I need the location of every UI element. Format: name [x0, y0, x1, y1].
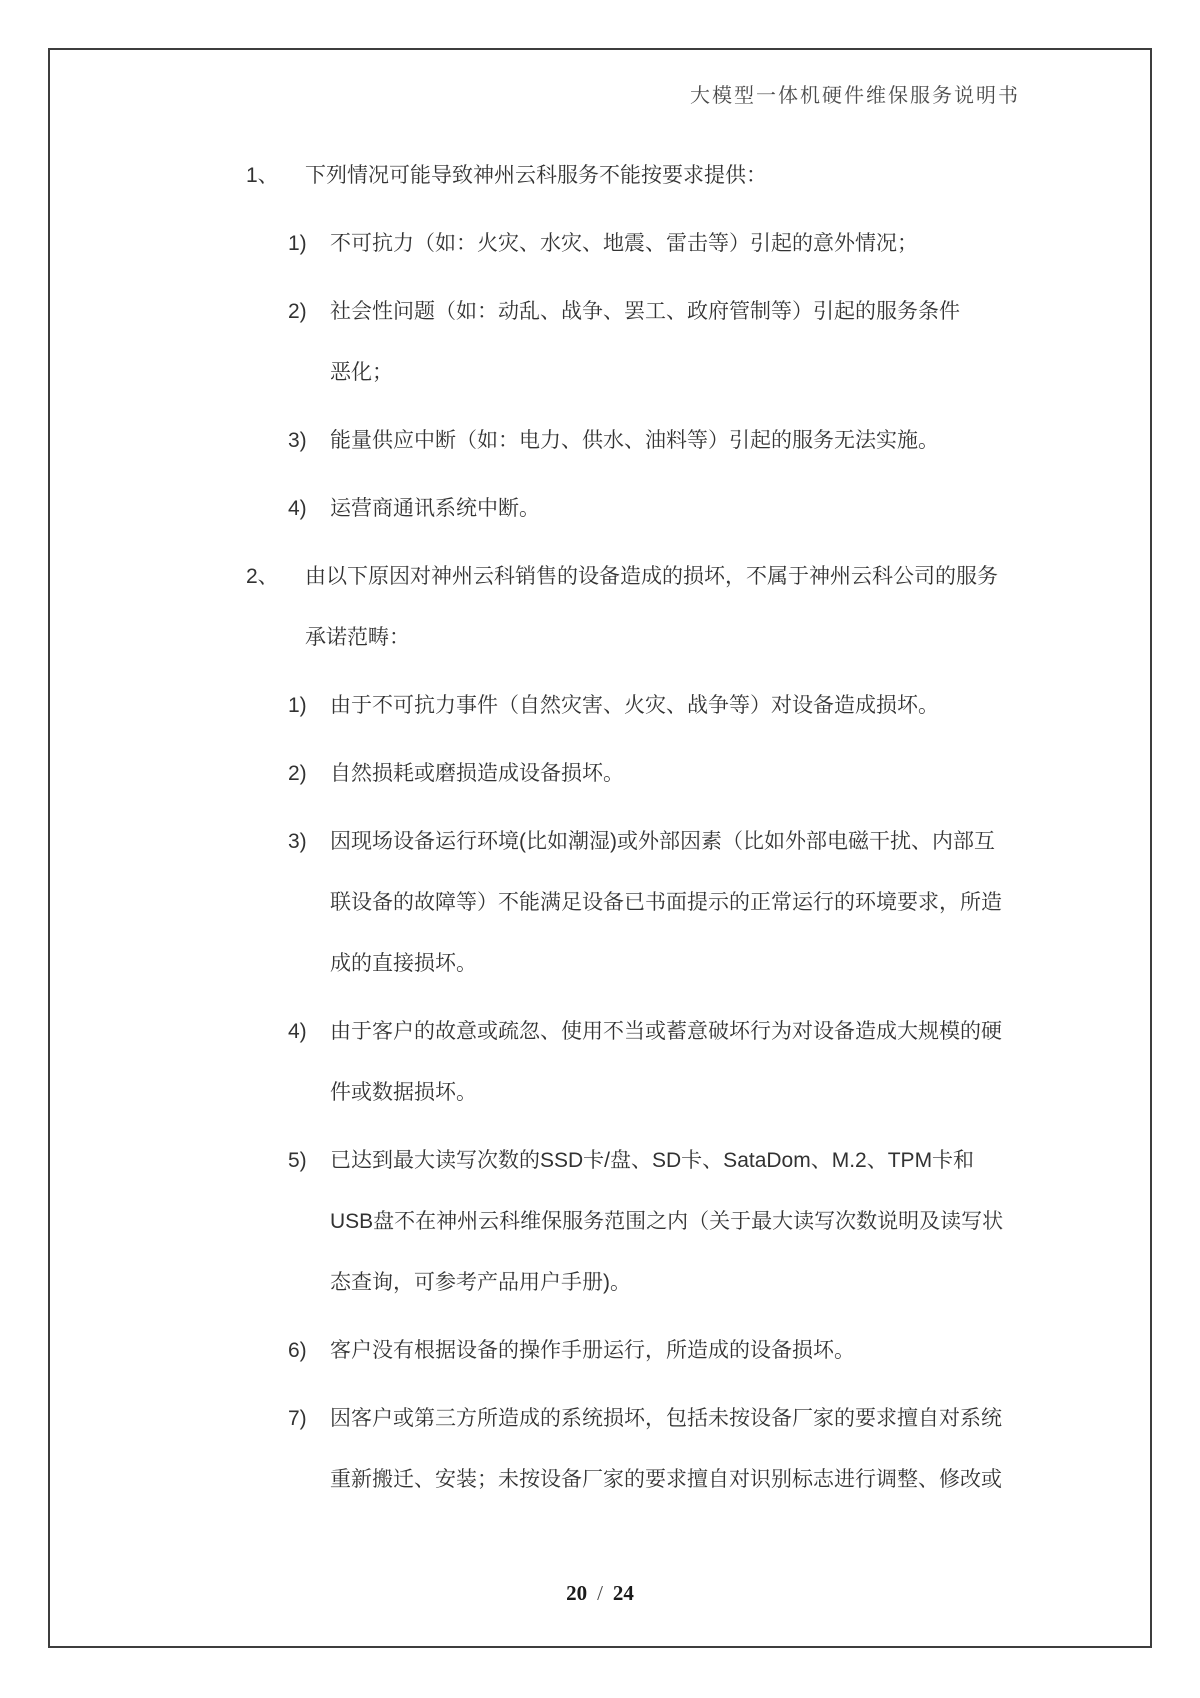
list-item [288, 410, 1036, 471]
list-item-marker: 2、 [246, 565, 279, 588]
list-item [288, 1388, 1036, 1510]
list-item [288, 675, 1036, 736]
list-item [288, 811, 1036, 994]
list-item-line: 由于不可抗力事件（自然灾害、火灾、战争等）对设备造成损坏。 [330, 694, 939, 717]
list-item-marker: 2) [288, 762, 307, 785]
list-item-line: 恶化； [330, 361, 393, 384]
list-item-marker: 1、 [246, 164, 279, 187]
list-item [246, 546, 1036, 668]
list-item-lines [330, 1001, 1036, 1123]
list-item-line: 因客户或第三方所造成的系统损坏，包括未按设备厂家的要求擅自对系统 [330, 1407, 1002, 1430]
list-item-line: 社会性问题（如：动乱、战争、罢工、政府管制等）引起的服务条件 [330, 300, 960, 323]
list-item [288, 281, 1036, 403]
list-item-lines [330, 743, 1036, 804]
page-number-separator: / [597, 1581, 603, 1605]
list-item [288, 478, 1036, 539]
page-number-current: 20 [566, 1581, 588, 1605]
list-item-marker: 4) [288, 497, 307, 520]
list-item-line: 能量供应中断（如：电力、供水、油料等）引起的服务无法实施。 [330, 429, 939, 452]
list-item-marker: 7) [288, 1407, 307, 1430]
list-item-lines [305, 546, 1036, 668]
list-item [288, 1320, 1036, 1381]
list-item-marker: 4) [288, 1020, 307, 1043]
list-item [246, 145, 1036, 206]
list-item-line: 客户没有根据设备的操作手册运行，所造成的设备损坏。 [330, 1339, 855, 1362]
list-item-line: 因现场设备运行环境(比如潮湿)或外部因素（比如外部电磁干扰、内部互 [330, 830, 995, 853]
list-item [288, 743, 1036, 804]
list-item-lines [330, 478, 1036, 539]
list-item-marker: 6) [288, 1339, 307, 1362]
list-item-marker: 2) [288, 300, 307, 323]
list-item-marker: 3) [288, 429, 307, 452]
list-item-line: 下列情况可能导致神州云科服务不能按要求提供： [305, 164, 767, 187]
list-item-line: USB盘不在神州云科维保服务范围之内（关于最大读写次数说明及读写状 [330, 1210, 1004, 1233]
page-number-total: 24 [612, 1581, 634, 1605]
document-body [246, 145, 1036, 1517]
list-item-marker: 5) [288, 1149, 307, 1172]
list-item-lines [305, 145, 1036, 206]
list-item [288, 1130, 1036, 1313]
list-item-lines [330, 281, 1036, 403]
list-item-marker: 1) [288, 232, 307, 255]
list-item-line: 联设备的故障等）不能满足设备已书面提示的正常运行的环境要求，所造 [330, 891, 1002, 914]
list-item-line: 自然损耗或磨损造成设备损坏。 [330, 762, 624, 785]
page-footer [0, 1577, 1200, 1609]
list-item-line: 承诺范畴： [305, 626, 410, 649]
list-item-marker: 3) [288, 830, 307, 853]
list-item-line: 态查询，可参考产品用户手册)。 [330, 1271, 631, 1294]
list-item-lines [330, 1388, 1036, 1510]
list-item-line: 运营商通讯系统中断。 [330, 497, 540, 520]
list-item-line: 不可抗力（如：火灾、水灾、地震、雷击等）引起的意外情况； [330, 232, 918, 255]
list-item-line: 由以下原因对神州云科销售的设备造成的损坏，不属于神州云科公司的服务 [305, 565, 998, 588]
list-item-lines [330, 1130, 1036, 1313]
list-item-line: 件或数据损坏。 [330, 1081, 477, 1104]
list-item-marker: 1) [288, 694, 307, 717]
list-item-line: 由于客户的故意或疏忽、使用不当或蓄意破坏行为对设备造成大规模的硬 [330, 1020, 1002, 1043]
list-item-lines [330, 811, 1036, 994]
list-item-lines [330, 213, 1036, 274]
list-item-line: 重新搬迁、安装；未按设备厂家的要求擅自对识别标志进行调整、修改或 [330, 1468, 1002, 1491]
list-item-lines [330, 675, 1036, 736]
list-item-lines [330, 1320, 1036, 1381]
list-item [288, 213, 1036, 274]
list-item-line: 已达到最大读写次数的SSD卡/盘、SD卡、SataDom、M.2、TPM卡和 [330, 1149, 975, 1172]
page-header-title: 大模型一体机硬件维保服务说明书 [690, 85, 1020, 107]
list-item [288, 1001, 1036, 1123]
list-item-lines [330, 410, 1036, 471]
list-item-line: 成的直接损坏。 [330, 952, 477, 975]
